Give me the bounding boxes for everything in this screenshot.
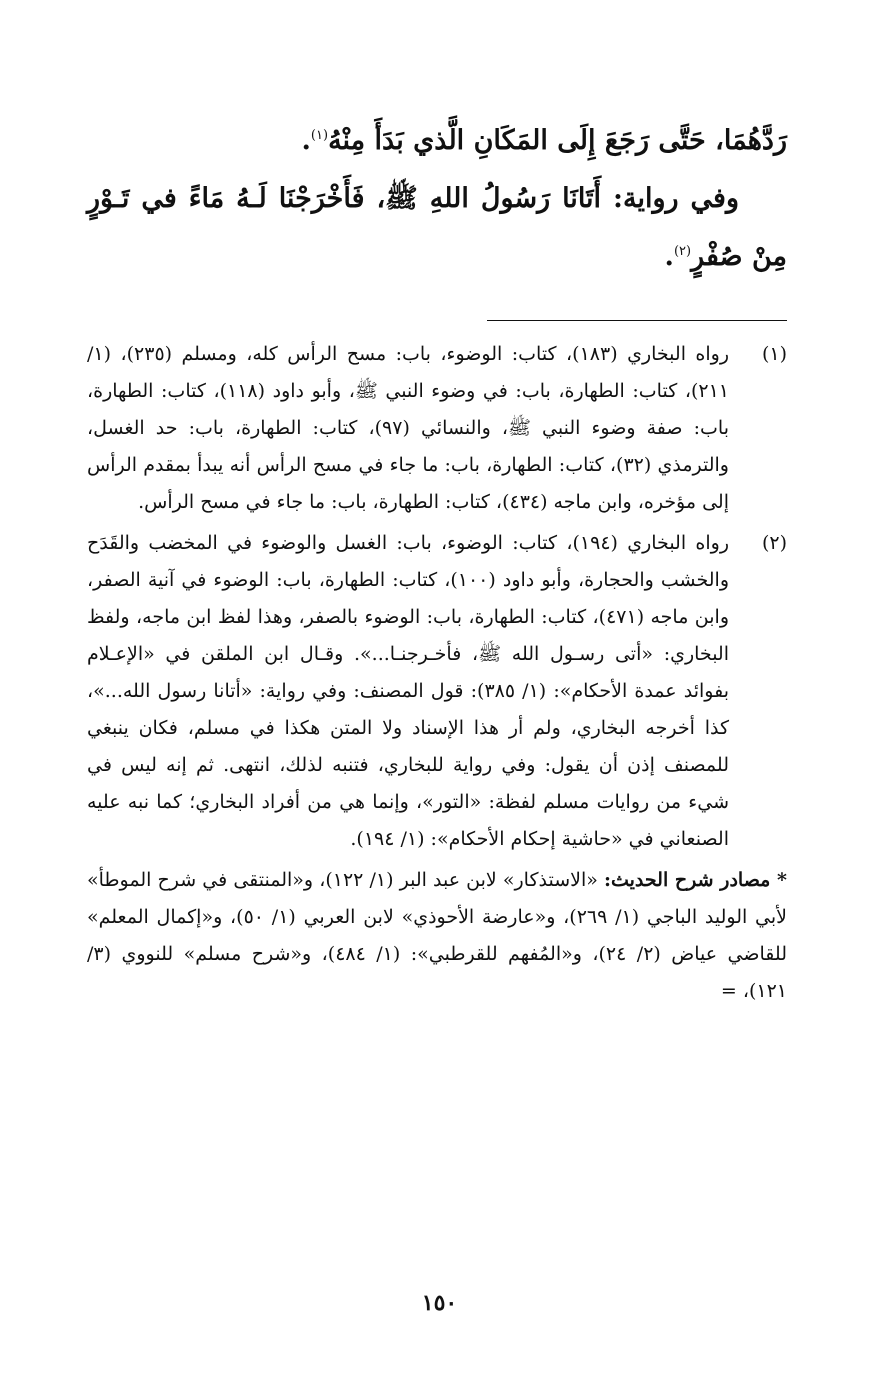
main-paragraph-1-text: رَدَّهُمَا، حَتَّى رَجَعَ إِلَى المَكَانِ الَّذي بَدَأَ مِنْهُ [328, 125, 787, 156]
main-paragraph-2-end: . [664, 241, 674, 272]
main-paragraph-1-end: . [301, 125, 311, 156]
main-paragraph-2 [87, 170, 787, 286]
footnote-1 [87, 336, 787, 521]
footnote-ref-2[interactable]: (٢) [673, 244, 692, 259]
main-paragraph-1 [87, 112, 787, 170]
footnote-divider [487, 320, 787, 321]
footnote-ref-1[interactable]: (١) [310, 128, 329, 143]
main-text [87, 112, 787, 286]
footnote-2-number: (٢) [761, 532, 787, 554]
footnote-1-text: رواه البخاري (١٨٣)، كتاب: الوضوء، باب: مسح الرأس كله، ومسلم (٢٣٥)، (١/ ٢١١)، كتاب: الطهارة، باب: في وضوء النبي ﷺ، وأبو داود (١١٨)، كتاب: الطهارة، باب: صفة وضوء النبي ﷺ، والنسائي (٩٧)، كتاب: الطهارة، باب: حد الغسل، والترمذي (٣٢)، كتاب: الطهارة، باب: ما جاء في مسح الرأس أنه يبدأ بمقدم الرأس إلى مؤخره، وابن ماجه (٤٣٤)، كتاب: الطهارة، باب: ما جاء في مسح الرأس. [87, 343, 730, 513]
footnote-2-text: رواه البخاري (١٩٤)، كتاب: الوضوء، باب: الغسل والوضوء في المخضب والقَدَح والخشب والحجارة، وأبو داود (١٠٠)، كتاب: الطهارة، باب: الوضوء في آنية الصفر، وابن ماجه (٤٧١)، كتاب: الطهارة، باب: الوضوء بالصفر، وهذا لفظ ابن ماجه، ولفظ البخاري: «أتى رسـول الله ﷺ، فأخـرجنـا...». وقـال ابن الملقن في «الإعـلام بفوائد عمدة الأحكام»: (١/ ٣٨٥): قول المصنف: وفي رواية: «أتانا رسول الله...»، كذا أخرجه البخاري، ولم أر هذا الإسناد ولا المتن هكذا في مسلم، فكان ينبغي للمصنف إذن أن يقول: وفي رواية للبخاري، فتنبه لذلك، انتهى. ثم إنه ليس في شيء من روايات مسلم لفظة: «التور»، وإنما هي من أفراد البخاري؛ كما نبه عليه الصنعاني في «حاشية إحكام الأحكام»: (١/ ١٩٤). [87, 532, 729, 850]
footnote-1-number: (١) [761, 343, 787, 365]
hadith-sources-label: * مصادر شرح الحديث: [603, 869, 787, 891]
main-paragraph-2-text: وفي رواية: أَتَانَا رَسُولُ اللهِ ﷺ، فَأَخْرَجْنَا لَـهُ مَاءً في تَـوْرٍ مِنْ صُفْرٍ [87, 183, 787, 272]
page-number: ١٥٠ [421, 1290, 458, 1316]
footnote-2 [87, 525, 787, 858]
footnotes-section [87, 336, 787, 1010]
hadith-sources-text: «الاستذكار» لابن عبد البر (١/ ١٢٢)، و«المنتقى في شرح الموطأ» لأبي الوليد الباجي (١/ ٢٦٩)، و«عارضة الأحوذي» لابن العربي (١/ ٥٠)، و«إكمال المعلم» للقاضي عياض (٢/ ٢٤)، و«المُفهم للقرطبي»: (١/ ٤٨٤)، و«شرح مسلم» للنووي (٣/ ١٢١)، = [87, 869, 787, 1002]
hadith-sources [87, 862, 787, 1010]
